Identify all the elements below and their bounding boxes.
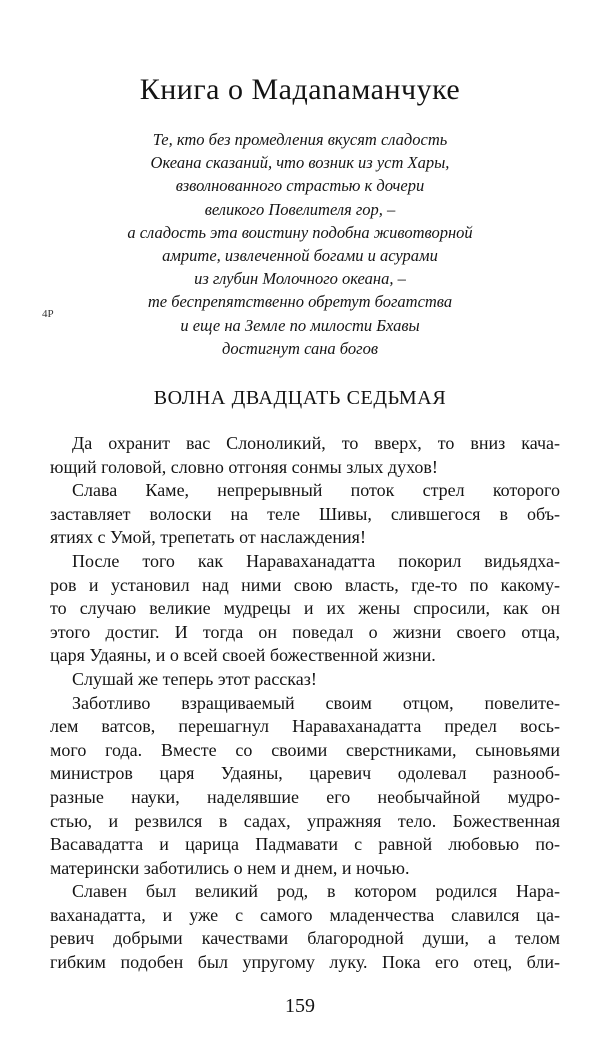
body-text [50, 432, 560, 975]
epigraph-line: из глубин Молочного океана, – [194, 269, 406, 289]
epigraph-line: а сладость эта воистину подобна животворной [127, 222, 473, 242]
body-line: ревич добрыми качествами благородной души, а телом [50, 928, 560, 949]
body-line: министров царя Удаяны, царевич одолевал разнооб- [50, 763, 560, 784]
body-line: Заботливо взращиваемый своим отцом, повелите- [72, 692, 560, 713]
body-line: Васавадатта и царица Падмавати с равной любовью по- [50, 834, 560, 855]
epigraph-line: и еще на Земле по милости Бхавы [180, 315, 420, 335]
epigraph-line: Те, кто без промедления вкусят сладость [152, 130, 448, 149]
body-line: гибким подобен был упругому луку. Пока его отец, бли- [50, 952, 560, 973]
page-number: 159 [285, 995, 315, 1017]
body-line: Слушай же теперь этот рассказ! [72, 668, 317, 689]
body-line: лем ватсов, перешагнул Нараваханадатта предел вось- [50, 716, 560, 737]
body-line: этого достиг. И тогда он поведал о жизни своего отца, [50, 621, 560, 642]
body-line: ваханадатта, и уже с самого младенчества славился ца- [50, 904, 560, 925]
body-line: Слава Каме, непрерывный поток стрел которого [72, 480, 560, 501]
body-line: ющий головой, словно отгоняя сонмы злых духов! [50, 456, 438, 477]
margin-mark: 4Р [42, 308, 54, 320]
epigraph-line: амрите, извлеченной богами и асурами [162, 246, 438, 266]
body-line: ятиях с Умой, трепетать от наслаждения! [50, 527, 366, 548]
epigraph-line: взволнованного страстью к дочери [175, 176, 425, 196]
body-line: матерински заботились о нем и днем, и ночью. [50, 857, 410, 878]
body-line: разные науки, наделявшие его необычайной мудро- [50, 786, 560, 807]
epigraph [60, 128, 540, 360]
body-line: царя Удаяны, и о всей своей божественной жизни. [50, 645, 436, 666]
epigraph-line: Океана сказаний, что возник из уст Хары, [150, 153, 450, 173]
epigraph-line: те беспрепятственно обретут богатства [147, 292, 453, 312]
body-line: то случаю великие мудрецы и их жены спросили, как он [50, 598, 560, 619]
epigraph-line: достигнут сана богов [222, 338, 378, 358]
body-line: После того как Нараваханадатта покорил видьядха- [72, 550, 560, 571]
body-line: Славен был великий род, в котором родился Нара- [72, 881, 560, 902]
epigraph-line: великого Повелителя гор, – [204, 199, 396, 219]
body-line: Да охранит вас Слоноликий, то вверх, то вниз кача- [72, 433, 560, 453]
book-title: Книга о Мадanаманчуке [139, 73, 461, 106]
body-line: стью, и резвился в садах, упражняя тело. Божественная [50, 810, 560, 831]
body-line: ров и установил над ними свою власть, где-то по какому- [50, 574, 560, 595]
chapter-title: ВОЛНА ДВАДЦАТЬ СЕДЬМАЯ [153, 387, 447, 409]
body-line: мого года. Вместе со своими сверстниками, сыновьями [50, 739, 560, 760]
body-line: заставляет волоски на теле Шивы, слившегося в объ- [50, 503, 560, 524]
